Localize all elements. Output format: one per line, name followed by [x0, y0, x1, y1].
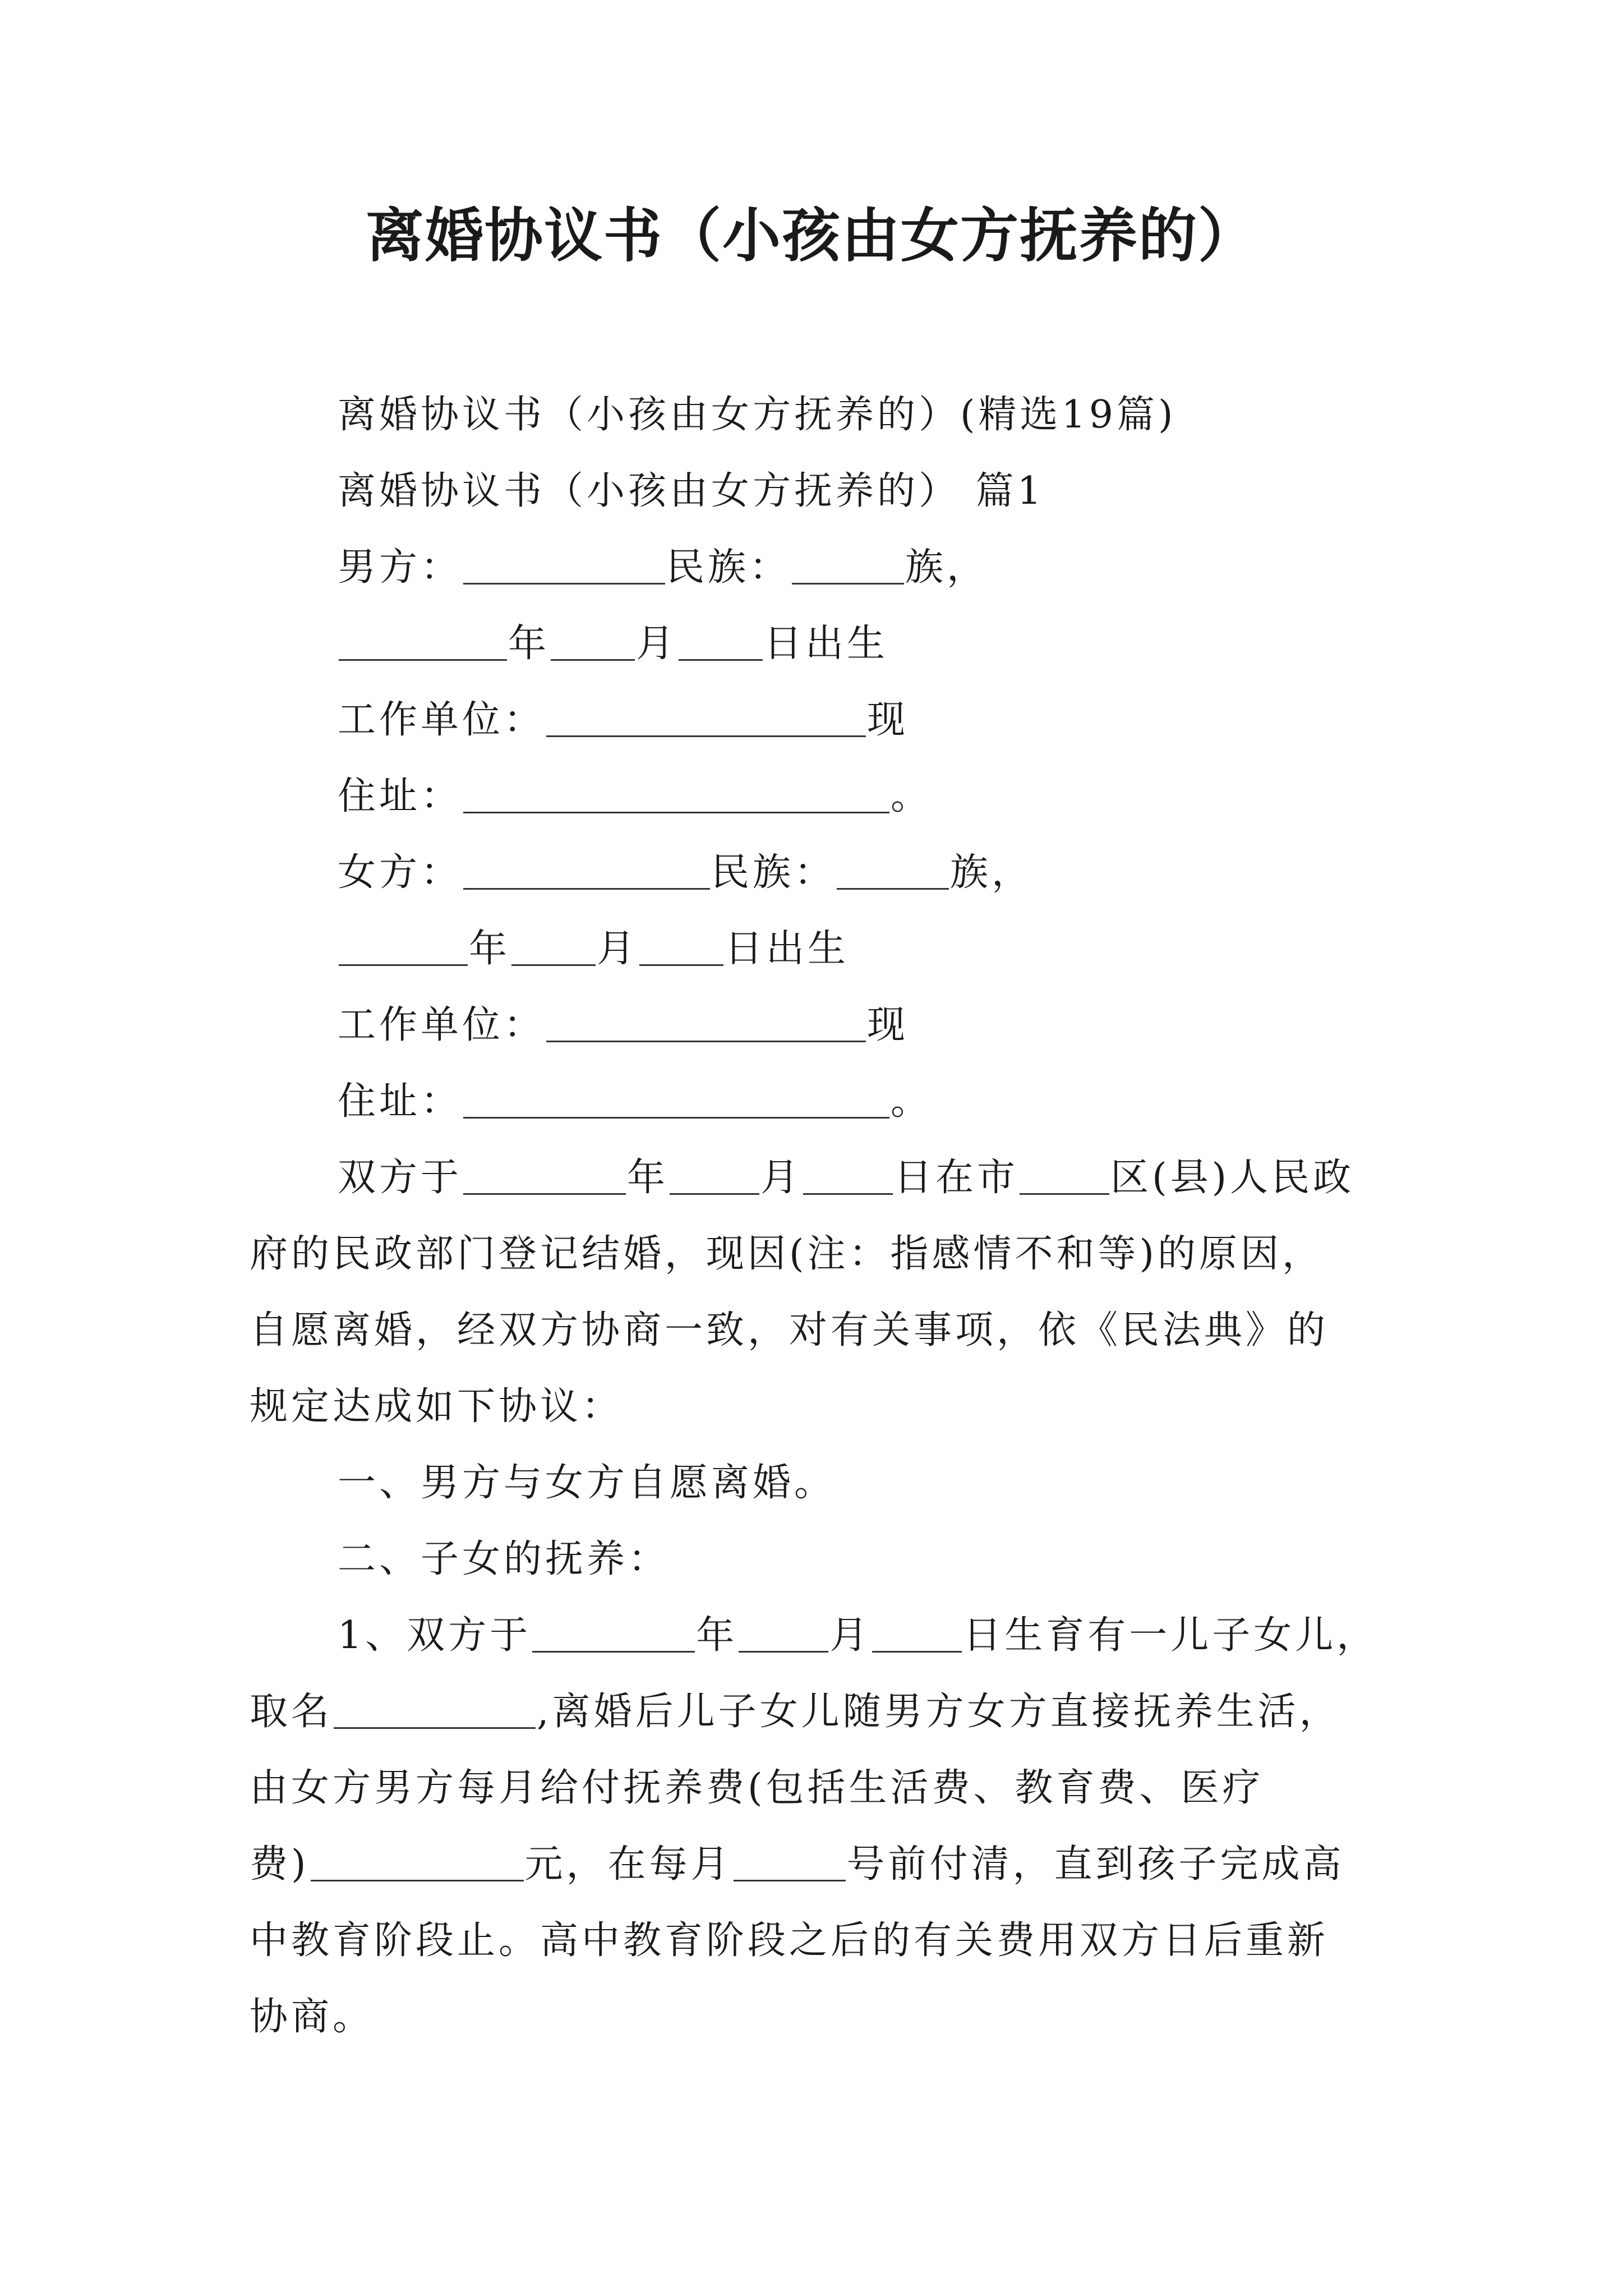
female-birth-day-blank[interactable] [639, 926, 723, 966]
male-birth-month-blank[interactable] [551, 621, 635, 661]
text: 取名 [250, 1690, 333, 1734]
child-paragraph-line-6: 协商。 [250, 1995, 375, 2039]
clause-two: 二、子女的抚养： [338, 1537, 670, 1581]
child-paragraph-line-3: 由女方男方每月给付抚养费(包括生活费、教育费、医疗 [250, 1766, 1264, 1810]
subtitle-text: 离婚协议书（小孩由女方抚养的）(精选19篇) [338, 393, 1177, 437]
ethnic-suffix: 族， [950, 850, 1034, 895]
day-born-label: 日出生 [725, 927, 850, 971]
text: 1、双方于 [338, 1613, 532, 1658]
clause-one: 一、男方与女方自愿离婚。 [338, 1461, 836, 1505]
period: 。 [891, 1079, 933, 1124]
year-label: 年 [508, 622, 550, 666]
work-label: 工作单位： [338, 698, 546, 742]
female-work-line [338, 997, 909, 1053]
text: 区(县)人民政 [1110, 1156, 1355, 1200]
child-name-blank[interactable] [334, 1689, 536, 1729]
female-info-line [338, 845, 1033, 901]
document-title: 离婚协议书（小孩由女方抚养的） [365, 201, 1257, 270]
section-heading [338, 463, 1045, 519]
male-work-blank[interactable] [546, 697, 866, 737]
marriage-paragraph-line-2: 府的民政部门登记结婚，现因(注：指感情不和等)的原因， [250, 1232, 1324, 1276]
month-label: 月 [636, 622, 678, 666]
ethnic-label: 民族： [711, 850, 836, 895]
male-ethnic-blank[interactable] [792, 545, 904, 585]
marriage-district-blank[interactable] [1020, 1155, 1109, 1195]
ethnic-suffix: 族， [905, 545, 989, 590]
child-birth-month-blank[interactable] [739, 1613, 828, 1653]
child-birth-year-blank[interactable] [532, 1613, 695, 1653]
work-label: 工作单位： [338, 1003, 546, 1047]
text: 日生育有一儿子女儿， [963, 1613, 1378, 1658]
period: 。 [891, 774, 933, 818]
male-label: 男方： [338, 545, 463, 590]
marriage-month-blank[interactable] [670, 1155, 759, 1195]
female-label: 女方： [338, 850, 463, 895]
year-label: 年 [696, 1613, 738, 1658]
text: 日在市 [894, 1156, 1019, 1200]
female-birth-month-blank[interactable] [511, 926, 596, 966]
male-address-line [338, 769, 932, 825]
month-label: 月 [760, 1156, 803, 1200]
address-label: 住址： [338, 774, 463, 818]
year-label: 年 [469, 927, 511, 971]
month-label: 月 [597, 927, 639, 971]
now-label: 现 [867, 698, 909, 742]
text: 双方于 [338, 1156, 463, 1200]
marriage-paragraph-line-3: 自愿离婚，经双方协商一致，对有关事项，依《民法典》的 [250, 1308, 1329, 1352]
ethnic-label: 民族： [666, 545, 791, 590]
female-address-blank[interactable] [463, 1079, 889, 1119]
female-name-blank[interactable] [463, 850, 710, 890]
child-birth-day-blank[interactable] [872, 1613, 962, 1653]
female-birth-line [338, 921, 849, 977]
male-name-blank[interactable] [463, 545, 665, 585]
male-work-line [338, 692, 909, 748]
child-paragraph-line-4 [250, 1837, 1345, 1893]
payment-day-blank[interactable] [734, 1842, 846, 1881]
subtitle-line [338, 387, 1177, 443]
male-birth-day-blank[interactable] [679, 621, 763, 661]
child-paragraph-line-5: 中教育阶段止。高中教育阶段之后的有关费用双方日后重新 [250, 1918, 1329, 1963]
address-label: 住址： [338, 1079, 463, 1124]
text: ,离婚后儿子女儿随男方女方直接抚养生活， [537, 1690, 1341, 1734]
year-label: 年 [627, 1156, 669, 1200]
text: 元，在每月 [524, 1842, 732, 1887]
male-address-blank[interactable] [463, 774, 889, 813]
section-heading-text: 离婚协议书（小孩由女方抚养的） 篇1 [338, 469, 1045, 513]
child-paragraph-line-2 [250, 1684, 1341, 1740]
text: 费) [250, 1842, 310, 1887]
marriage-paragraph-line-1 [338, 1150, 1354, 1206]
male-info-line [338, 540, 988, 596]
day-born-label: 日出生 [764, 622, 889, 666]
female-work-blank[interactable] [546, 1002, 866, 1042]
support-amount-blank[interactable] [311, 1842, 524, 1881]
child-paragraph-line-1 [338, 1608, 1378, 1664]
marriage-paragraph-line-4: 规定达成如下协议： [250, 1384, 624, 1429]
marriage-day-blank[interactable] [803, 1155, 893, 1195]
now-label: 现 [867, 1003, 909, 1047]
text: 号前付清，直到孩子完成高 [846, 1842, 1345, 1887]
female-birth-year-blank[interactable] [339, 926, 468, 966]
female-address-line [338, 1074, 932, 1130]
marriage-year-blank[interactable] [463, 1155, 626, 1195]
female-ethnic-blank[interactable] [837, 850, 949, 890]
male-birth-year-blank[interactable] [339, 621, 507, 661]
male-birth-line [338, 616, 888, 672]
month-label: 月 [829, 1613, 872, 1658]
